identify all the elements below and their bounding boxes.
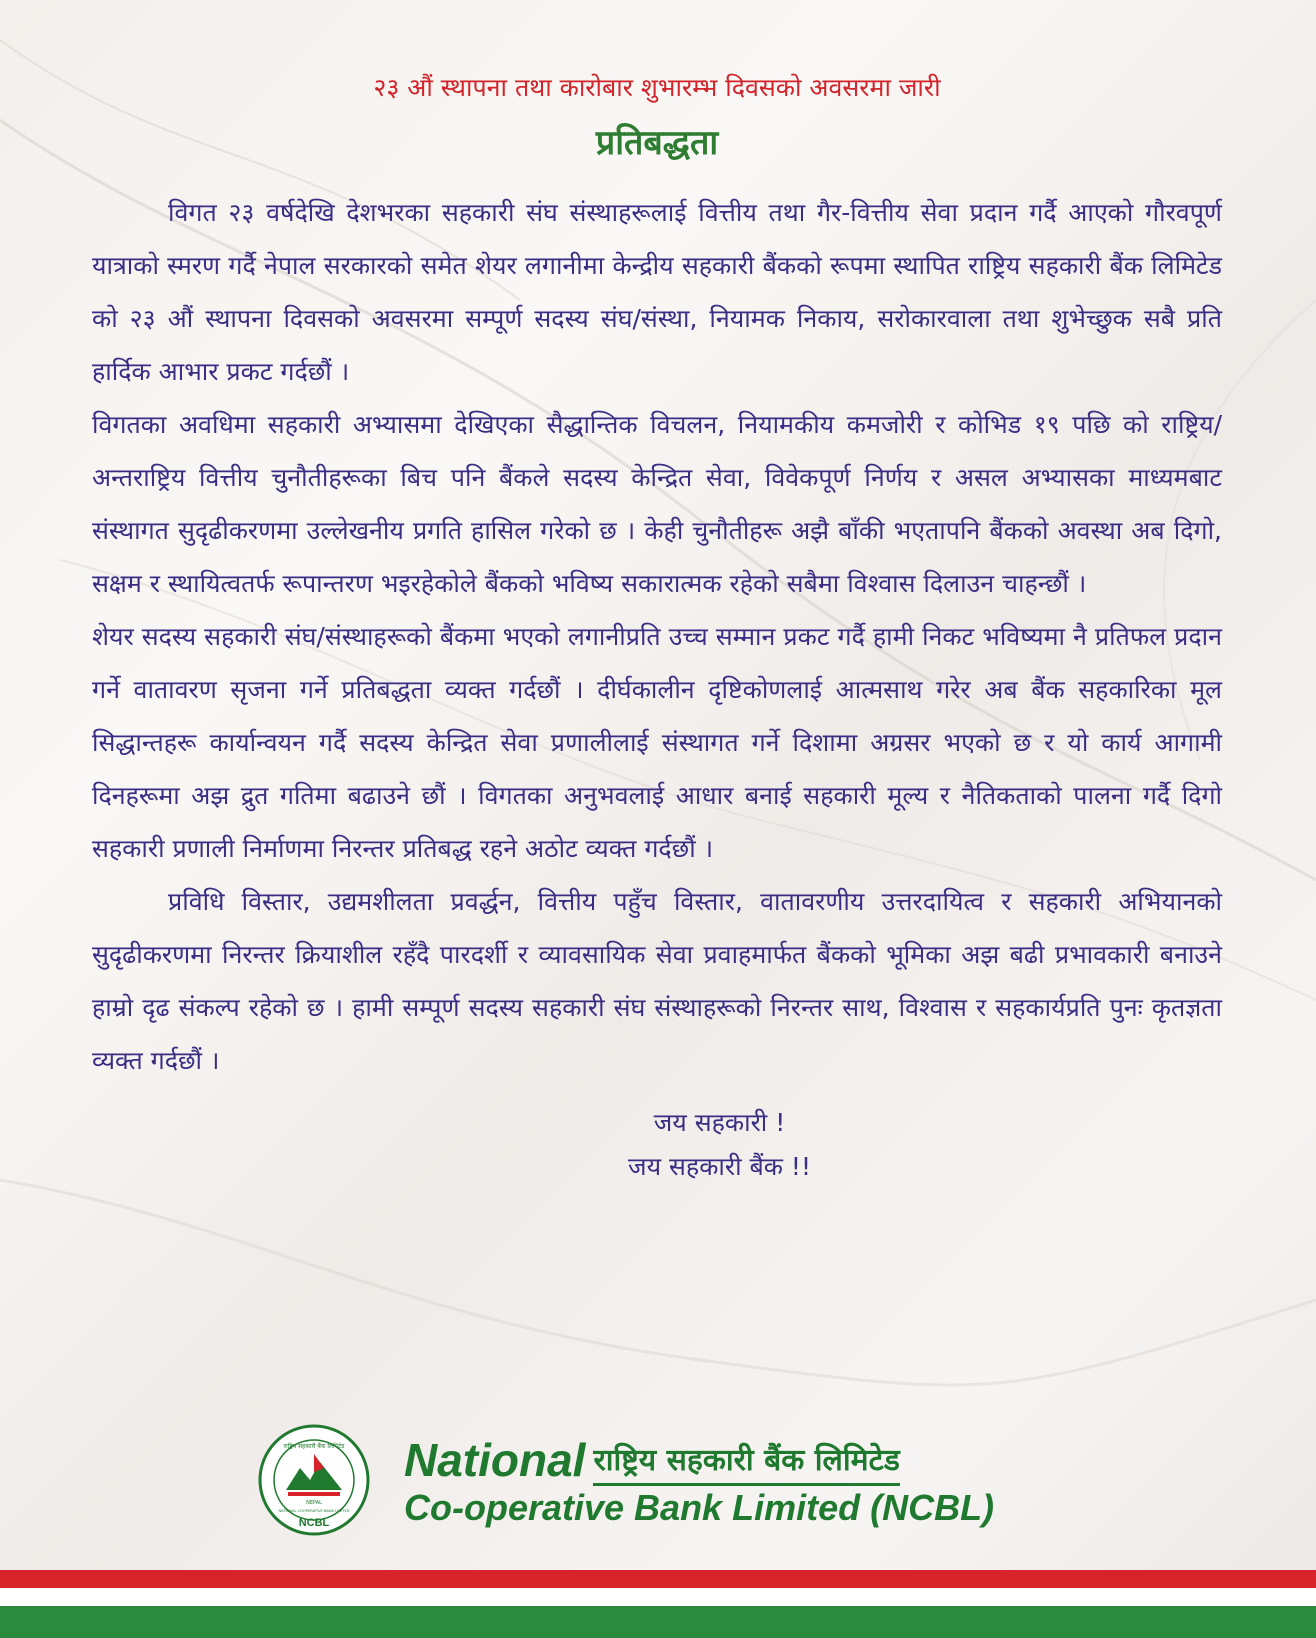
ncbl-logo [258, 1424, 370, 1536]
logo-country-text: NEPAL [306, 1500, 322, 1506]
paragraph-4: प्रविधि विस्तार, उद्यमशीलता प्रवर्द्धन, वित्तीय पहुँच विस्तार, वातावरणीय उत्तरदायित्व र सहकारी अभियानको सुदृढीकरणमा निरन्तर क्रियाशील रहँदै पारदर्शी र व्यावसायिक सेवा प्रवाहमार्फत बैंकको भूमिका अझ बढी प्रभावकारी बनाउने हाम्रो दृढ संकल्प रहेको छ । हामी सम्पूर्ण सदस्य सहकारी संघ संस्थाहरूको निरन्तर साथ, विश्वास र सहकार्यप्रति पुनः कृतज्ञता व्यक्त गर्दछौं । [92, 887, 1222, 1075]
brand-national: National [404, 1434, 586, 1486]
closing-line-2: जय सहकारी बैंक !! [628, 1152, 811, 1181]
brand-line-2: Co-operative Bank Limited (NCBL) [404, 1487, 995, 1528]
page-title: प्रतिबद्धता [595, 123, 719, 163]
letter-content [92, 70, 1222, 1189]
paragraph-2: विगतका अवधिमा सहकारी अभ्यासमा देखिएका सैद्धान्तिक विचलन, नियामकीय कमजोरी र कोभिड १९ पछि को राष्ट्रिय/अन्तराष्ट्रिय वित्तीय चुनौतीहरूका बिच पनि बैंकले सदस्य केन्द्रित सेवा, विवेकपूर्ण निर्णय र असल अभ्यासका माध्यमबाट संस्थागत सुदृढीकरणमा उल्लेखनीय प्रगति हासिल गरेको छ । केही चुनौतीहरू अझै बाँकी भएतापनि बैंकको अवस्था अब दिगो, सक्षम र स्थायित्वतर्फ रूपान्तरण भइरहेकोले बैंकको भविष्य सकारात्मक रहेको सबैमा विश्वास दिलाउन चाहन्छौं । [92, 410, 1222, 598]
logo-abbr-text: NCBL [298, 1517, 330, 1529]
paragraph-3: शेयर सदस्य सहकारी संघ/संस्थाहरूको बैंकमा भएको लगानीप्रति उच्च सम्मान प्रकट गर्दै हामी निकट भविष्यमा नै प्रतिफल प्रदान गर्ने वातावरण सृजना गर्ने प्रतिबद्धता व्यक्त गर्दछौं । दीर्घकालीन दृष्टिकोणलाई आत्मसाथ गरेर अब बैंक सहकारिका मूल सिद्धान्तहरू कार्यान्वयन गर्दै सदस्य केन्द्रित सेवा प्रणालीलाई संस्थागत गर्ने दिशामा अग्रसर भएको छ र यो कार्य आगामी दिनहरूमा अझ द्रुत गतिमा बढाउने छौं । विगतका अनुभवलाई आधार बनाई सहकारी मूल्य र नैतिकताको पालना गर्दै दिगो सहकारी प्रणाली निर्माणमा निरन्तर प्रतिबद्ध रहने अठोट व्यक्त गर्दछौं । [92, 622, 1222, 863]
white-stripe [0, 1588, 1316, 1606]
closing-line-1: जय सहकारी ! [653, 1108, 786, 1137]
occasion-subtitle: २३ औं स्थापना तथा कारोबार शुभारम्भ दिवसको अवसरमा जारी [373, 73, 941, 102]
logo-top-text: राष्ट्रिय सहकारी बैंक लिमिटेड [283, 1443, 345, 1450]
closing-slogans [92, 1101, 1222, 1189]
logo-bottom-text: NATIONAL COOPERATIVE BANK LIMITED [278, 1509, 350, 1513]
brand-nepali-name: राष्ट्रिय सहकारी बैंक लिमिटेड [593, 1441, 899, 1486]
bank-brand-name [404, 1434, 1064, 1530]
green-stripe [0, 1606, 1316, 1638]
red-stripe [0, 1570, 1316, 1588]
paragraph-1: विगत २३ वर्षदेखि देशभरका सहकारी संघ संस्थाहरूलाई वित्तीय तथा गैर-वित्तीय सेवा प्रदान गर्दै आएको गौरवपूर्ण यात्राको स्मरण गर्दै नेपाल सरकारको समेत शेयर लगानीमा केन्द्रीय सहकारी बैंकको रूपमा स्थापित राष्ट्रिय सहकारी बैंक लिमिटेड को २३ औं स्थापना दिवसको अवसरमा सम्पूर्ण सदस्य संघ/संस्था, नियामक निकाय, सरोकारवाला तथा शुभेच्छुक सबै प्रति हार्दिक आभार प्रकट गर्दछौं । [92, 198, 1222, 386]
